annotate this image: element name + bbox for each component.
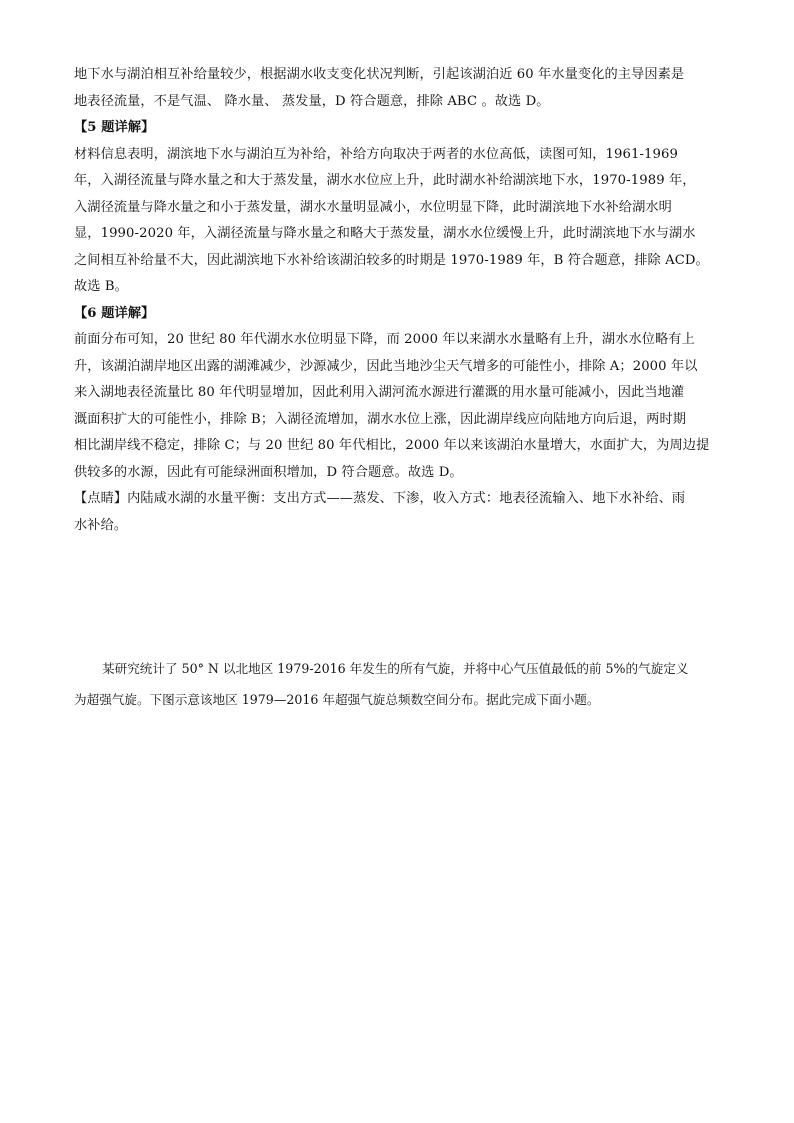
section-heading-5: 【5 题详解】 xyxy=(74,120,155,135)
text-line: 地下水与湖泊相互补给量较少，根据湖水收支变化状况判断，引起该湖泊近 60 年水量变化的主导因素是 xyxy=(74,67,685,82)
text-line: 显，1990-2020 年，入湖径流量与降水量之和略大于蒸发量，湖水水位缓慢上升，此时湖滨地下水与湖水 xyxy=(74,226,696,241)
dianjing-line: 水补给。 xyxy=(74,517,128,533)
text-line: 来入湖地表径流量比 80 年代明显增加，因此利用入湖河流水源进行灌溉的用水量可能减小，因此当地灌 xyxy=(74,385,685,400)
text-line: 地表径流量，不是气温、 降水量、 蒸发量，D 符合题意，排除 ABC 。故选 D。 xyxy=(74,93,550,109)
text-line: 材料信息表明，湖滨地下水与湖泊互为补给，补给方向取决于两者的水位高低，读图可知，1961-1969 xyxy=(74,146,678,162)
text-line: 相比湖岸线不稳定，排除 C；与 20 世纪 80 年代相比，2000 年以来该湖泊水量增大，水面扩大，为周边提 xyxy=(74,438,710,453)
text-line: 溉面积扩大的可能性小，排除 B；入湖径流增加，湖水水位上涨，因此湖岸线应向陆地方向后退，两时期 xyxy=(74,411,687,427)
text-line: 故选 B。 xyxy=(74,279,128,294)
text-line: 前面分布可知，20 世纪 80 年代湖水水位明显下降，而 2000 年以来湖水水量略有上升，湖水水位略有上 xyxy=(74,332,695,347)
dianjing-line: 【点睛】内陆咸水湖的水量平衡：支出方式——蒸发、下渗，收入方式：地表径流输入、地下水补给、雨 xyxy=(74,491,686,506)
text-line: 升，该湖泊湖岸地区出露的湖滩减少，沙源减少，因此当地沙尘天气增多的可能性小，排除 A；2000 年以 xyxy=(74,358,698,374)
text-line: 之间相互补给量不大，因此湖滨地下水补给该湖泊较多的时期是 1970-1989 年，B 符合题意，排除 ACD。 xyxy=(74,252,709,268)
text-line: 供较多的水源，因此有可能绿洲面积增加，D 符合题意。故选 D。 xyxy=(74,464,463,480)
material-line: 为超强气旋。下图示意该地区 1979—2016 年超强气旋总频数空间分布。据此完成下面小题。 xyxy=(74,692,600,707)
material-line: 某研究统计了 50° N 以北地区 1979-2016 年发生的所有气旋，并将中心气压值最低的前 5%的气旋定义 xyxy=(102,661,689,676)
document-body xyxy=(74,62,724,539)
section-heading-6: 【6 题详解】 xyxy=(74,305,155,321)
text-line: 年，入湖径流量与降水量之和大于蒸发量，湖水水位应上升，此时湖水补给湖滨地下水，1970-1989 年， xyxy=(74,173,696,188)
text-line: 入湖径流量与降水量之和小于蒸发量，湖水水量明显减小，水位明显下降，此时湖滨地下水补给湖水明 xyxy=(74,199,672,215)
